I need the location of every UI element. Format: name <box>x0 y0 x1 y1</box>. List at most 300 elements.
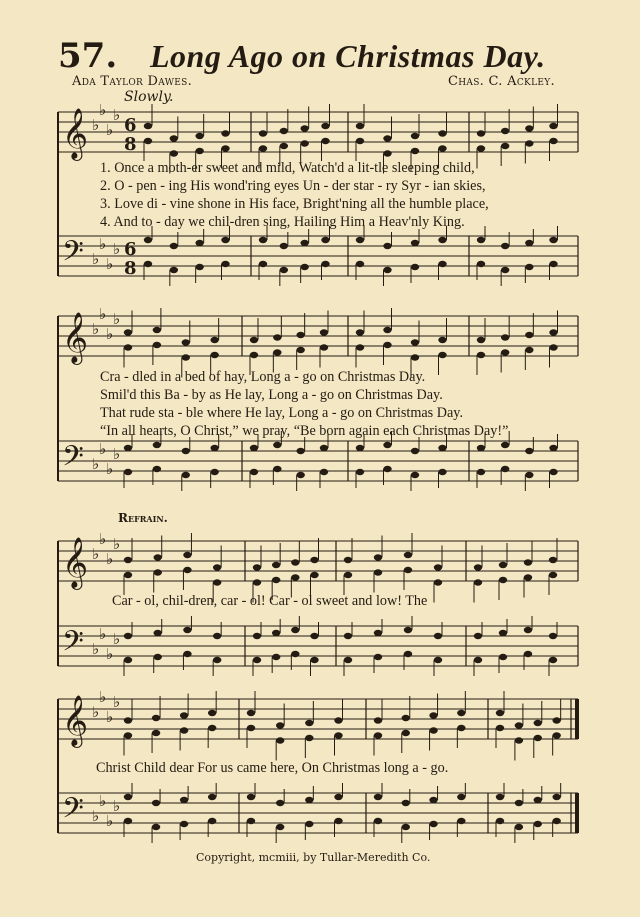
note-head <box>180 727 188 733</box>
note-head <box>321 261 329 267</box>
note-head <box>501 267 509 273</box>
note-head <box>549 123 557 129</box>
note-head <box>334 732 342 738</box>
note-head <box>250 352 258 358</box>
note-head <box>320 329 328 335</box>
note-head <box>334 717 342 723</box>
note-head <box>434 579 442 585</box>
note-head <box>402 730 410 736</box>
treble-clef-icon: 𝄞 <box>62 537 89 588</box>
note-head <box>300 240 308 246</box>
note-head <box>501 334 509 340</box>
note-head <box>273 349 281 355</box>
note-head <box>438 445 446 451</box>
note-head <box>291 574 299 580</box>
note-head <box>524 627 532 633</box>
note-head <box>534 720 542 726</box>
note-head <box>549 344 557 350</box>
note-head <box>356 237 364 243</box>
note-head <box>310 657 318 663</box>
note-head <box>300 264 308 270</box>
note-head <box>213 657 221 663</box>
note-head <box>213 564 221 570</box>
flat-icon: ♭ <box>92 640 100 658</box>
note-head <box>273 466 281 472</box>
note-head <box>534 735 542 741</box>
note-head <box>404 552 412 558</box>
note-head <box>549 237 557 243</box>
note-head <box>474 564 482 570</box>
note-head <box>310 633 318 639</box>
note-head <box>501 466 509 472</box>
note-head <box>474 633 482 639</box>
note-head <box>210 445 218 451</box>
note-head <box>300 140 308 146</box>
note-head <box>305 797 313 803</box>
note-head <box>321 138 329 144</box>
note-head <box>210 337 218 343</box>
flat-icon: ♭ <box>92 703 100 721</box>
note-head <box>272 562 280 568</box>
note-head <box>153 327 161 333</box>
note-head <box>276 824 284 830</box>
treble-clef-icon: 𝄞 <box>62 312 89 363</box>
note-head <box>477 237 485 243</box>
note-head <box>438 352 446 358</box>
note-head <box>276 800 284 806</box>
note-head <box>221 261 229 267</box>
note-head <box>320 344 328 350</box>
note-head <box>195 264 203 270</box>
note-head <box>296 472 304 478</box>
note-head <box>515 737 523 743</box>
note-head <box>411 264 419 270</box>
flat-icon: ♭ <box>113 797 121 815</box>
flat-icon: ♭ <box>92 807 100 825</box>
note-head <box>438 469 446 475</box>
flat-icon: ♭ <box>106 645 114 663</box>
note-head <box>402 715 410 721</box>
note-head <box>411 472 419 478</box>
note-head <box>152 800 160 806</box>
note-head <box>549 657 557 663</box>
note-head <box>182 354 190 360</box>
note-head <box>195 240 203 246</box>
note-head <box>310 557 318 563</box>
note-head <box>524 651 532 657</box>
note-head <box>321 123 329 129</box>
note-head <box>434 657 442 663</box>
note-head <box>438 261 446 267</box>
note-head <box>525 125 533 131</box>
note-head <box>477 469 485 475</box>
note-head <box>170 135 178 141</box>
note-head <box>280 243 288 249</box>
verse-1-line-2: Cra - dled in a bed of hay, Long a - go on Christmas Day. <box>100 369 426 385</box>
composer-credit: Chas. C. Ackley. <box>448 74 555 89</box>
note-head <box>383 267 391 273</box>
note-head <box>501 128 509 134</box>
flat-icon: ♭ <box>92 545 100 563</box>
note-head <box>474 657 482 663</box>
note-head <box>170 150 178 156</box>
note-head <box>276 737 284 743</box>
note-head <box>296 332 304 338</box>
note-head <box>152 730 160 736</box>
note-head <box>208 818 216 824</box>
note-head <box>272 630 280 636</box>
note-head <box>124 572 132 578</box>
note-head <box>305 720 313 726</box>
note-head <box>501 243 509 249</box>
note-head <box>496 794 504 800</box>
note-head <box>552 732 560 738</box>
note-head <box>124 794 132 800</box>
note-head <box>144 138 152 144</box>
note-head <box>250 469 258 475</box>
note-head <box>253 564 261 570</box>
note-head <box>291 559 299 565</box>
note-head <box>124 445 132 451</box>
note-head <box>259 130 267 136</box>
note-head <box>549 572 557 578</box>
note-head <box>170 243 178 249</box>
note-head <box>208 794 216 800</box>
note-head <box>429 727 437 733</box>
note-head <box>477 445 485 451</box>
time-signature-bottom: 8 <box>124 134 137 155</box>
note-head <box>438 337 446 343</box>
note-head <box>344 633 352 639</box>
note-head <box>291 627 299 633</box>
note-head <box>525 240 533 246</box>
note-head <box>153 342 161 348</box>
flat-icon: ♭ <box>106 255 114 273</box>
note-head <box>524 559 532 565</box>
flat-icon: ♭ <box>99 688 107 706</box>
flat-icon: ♭ <box>99 792 107 810</box>
note-head <box>515 800 523 806</box>
note-head <box>124 469 132 475</box>
note-head <box>429 797 437 803</box>
flat-icon: ♭ <box>92 250 100 268</box>
note-head <box>356 469 364 475</box>
note-head <box>374 654 382 660</box>
note-head <box>273 334 281 340</box>
note-head <box>549 469 557 475</box>
note-head <box>549 633 557 639</box>
note-head <box>213 579 221 585</box>
note-head <box>477 352 485 358</box>
note-head <box>549 329 557 335</box>
verse-3-line-1: 3. Love di - vine shone in His face, Bright'ning all the humble place, <box>100 196 489 212</box>
note-head <box>296 448 304 454</box>
note-head <box>499 654 507 660</box>
note-head <box>182 339 190 345</box>
note-head <box>457 794 465 800</box>
note-head <box>383 135 391 141</box>
note-head <box>496 710 504 716</box>
note-head <box>253 633 261 639</box>
note-head <box>383 342 391 348</box>
note-head <box>259 237 267 243</box>
note-head <box>154 569 162 575</box>
note-head <box>525 332 533 338</box>
note-head <box>438 237 446 243</box>
note-head <box>496 725 504 731</box>
treble-clef-icon: 𝄞 <box>62 108 89 159</box>
note-head <box>411 133 419 139</box>
note-head <box>208 725 216 731</box>
note-head <box>374 569 382 575</box>
note-head <box>515 824 523 830</box>
note-head <box>534 797 542 803</box>
note-head <box>457 818 465 824</box>
flat-icon: ♭ <box>99 625 107 643</box>
note-head <box>374 794 382 800</box>
note-head <box>273 442 281 448</box>
flat-icon: ♭ <box>106 708 114 726</box>
flat-icon: ♭ <box>113 535 121 553</box>
note-head <box>499 630 507 636</box>
note-head <box>247 818 255 824</box>
note-head <box>402 824 410 830</box>
note-head <box>552 717 560 723</box>
note-head <box>221 237 229 243</box>
note-head <box>210 469 218 475</box>
note-head <box>300 125 308 131</box>
note-head <box>221 130 229 136</box>
note-head <box>124 633 132 639</box>
note-head <box>429 712 437 718</box>
note-head <box>253 657 261 663</box>
bass-clef-icon: 𝄢 <box>62 235 84 275</box>
note-head <box>477 130 485 136</box>
note-head <box>434 564 442 570</box>
note-head <box>525 140 533 146</box>
note-head <box>477 145 485 151</box>
note-head <box>552 794 560 800</box>
note-head <box>383 466 391 472</box>
flat-icon: ♭ <box>113 693 121 711</box>
note-head <box>250 337 258 343</box>
verse-2-line-2: Smil'd this Ba - by as He lay, Long a - go on Christmas Day. <box>100 387 443 403</box>
flat-icon: ♭ <box>92 455 100 473</box>
note-head <box>272 654 280 660</box>
note-head <box>124 557 132 563</box>
flat-icon: ♭ <box>106 812 114 830</box>
note-head <box>154 654 162 660</box>
hymn-number: 57. <box>58 36 118 76</box>
verse-4-line-1: 4. And to - day we chil-dren sing, Hailing Him a Heav'nly King. <box>100 214 465 230</box>
refrain-lyric-2: Christ Child dear For us came here, On Christmas long a - go. <box>96 760 449 776</box>
note-head <box>501 143 509 149</box>
note-head <box>334 818 342 824</box>
bass-clef-icon: 𝄢 <box>62 440 84 480</box>
flat-icon: ♭ <box>106 121 114 139</box>
note-head <box>499 562 507 568</box>
note-head <box>247 794 255 800</box>
note-head <box>259 145 267 151</box>
note-head <box>310 572 318 578</box>
note-head <box>457 710 465 716</box>
note-head <box>356 445 364 451</box>
flat-icon: ♭ <box>106 325 114 343</box>
note-head <box>524 574 532 580</box>
note-head <box>549 261 557 267</box>
note-head <box>549 445 557 451</box>
flat-icon: ♭ <box>99 305 107 323</box>
verse-2-line-1: 2. O - pen - ing His wond'ring eyes Un - der star - ry Syr - ian skies, <box>100 178 486 194</box>
note-head <box>208 710 216 716</box>
note-head <box>457 725 465 731</box>
note-head <box>182 472 190 478</box>
flat-icon: ♭ <box>113 240 121 258</box>
note-head <box>404 627 412 633</box>
note-head <box>404 567 412 573</box>
note-head <box>402 800 410 806</box>
flat-icon: ♭ <box>113 310 121 328</box>
note-head <box>383 442 391 448</box>
note-head <box>170 267 178 273</box>
note-head <box>144 237 152 243</box>
time-signature-top: 6 <box>124 239 137 260</box>
final-barline <box>575 793 579 833</box>
verse-1-line-1: 1. Once a moth-er sweet and mild, Watch'd a lit-tle sleeping child, <box>100 160 475 176</box>
note-head <box>356 123 364 129</box>
refrain-label: Refrain. <box>118 511 168 525</box>
flat-icon: ♭ <box>99 440 107 458</box>
note-head <box>356 344 364 350</box>
note-head <box>144 123 152 129</box>
note-head <box>411 448 419 454</box>
note-head <box>383 243 391 249</box>
note-head <box>525 448 533 454</box>
note-head <box>154 554 162 560</box>
note-head <box>356 138 364 144</box>
note-head <box>525 472 533 478</box>
note-head <box>534 821 542 827</box>
note-head <box>124 732 132 738</box>
note-head <box>501 349 509 355</box>
note-head <box>183 552 191 558</box>
note-head <box>183 567 191 573</box>
note-head <box>404 651 412 657</box>
note-head <box>374 732 382 738</box>
note-head <box>549 138 557 144</box>
note-head <box>320 469 328 475</box>
note-head <box>124 717 132 723</box>
note-head <box>291 651 299 657</box>
note-head <box>259 261 267 267</box>
note-head <box>221 145 229 151</box>
note-head <box>144 261 152 267</box>
note-head <box>180 821 188 827</box>
note-head <box>477 337 485 343</box>
note-head <box>247 725 255 731</box>
note-head <box>154 630 162 636</box>
bass-clef-icon: 𝄢 <box>62 625 84 665</box>
note-head <box>272 577 280 583</box>
note-head <box>525 264 533 270</box>
hymn-title: Long Ago on Christmas Day. <box>150 38 546 74</box>
note-head <box>356 329 364 335</box>
flat-icon: ♭ <box>92 116 100 134</box>
copyright-notice: Copyright, mcmiii, by Tullar-Meredith Co. <box>196 851 431 864</box>
note-head <box>429 821 437 827</box>
time-signature-top: 6 <box>124 115 137 136</box>
note-head <box>124 329 132 335</box>
flat-icon: ♭ <box>106 550 114 568</box>
note-head <box>434 633 442 639</box>
flat-icon: ♭ <box>92 320 100 338</box>
note-head <box>549 557 557 563</box>
note-head <box>280 143 288 149</box>
note-head <box>320 445 328 451</box>
flat-icon: ♭ <box>113 630 121 648</box>
note-head <box>213 633 221 639</box>
note-head <box>499 577 507 583</box>
note-head <box>253 579 261 585</box>
note-head <box>515 722 523 728</box>
note-head <box>374 554 382 560</box>
note-head <box>501 442 509 448</box>
note-head <box>321 237 329 243</box>
note-head <box>152 824 160 830</box>
note-head <box>124 657 132 663</box>
note-head <box>153 442 161 448</box>
note-head <box>180 797 188 803</box>
note-head <box>344 557 352 563</box>
tempo-marking: Slowly. <box>124 89 174 105</box>
flat-icon: ♭ <box>106 460 114 478</box>
note-head <box>552 818 560 824</box>
verse-4-line-2: “In all hearts, O Christ,” we pray, “Be born again each Christmas Day!” <box>100 423 509 439</box>
note-head <box>374 717 382 723</box>
note-head <box>411 339 419 345</box>
final-barline <box>575 699 579 739</box>
note-head <box>374 630 382 636</box>
treble-clef-icon: 𝄞 <box>62 695 89 746</box>
note-head <box>250 445 258 451</box>
flat-icon: ♭ <box>99 235 107 253</box>
note-head <box>496 818 504 824</box>
note-head <box>183 651 191 657</box>
note-head <box>280 128 288 134</box>
flat-icon: ♭ <box>99 530 107 548</box>
note-head <box>356 261 364 267</box>
note-head <box>195 148 203 154</box>
note-head <box>411 240 419 246</box>
note-head <box>438 145 446 151</box>
note-head <box>383 327 391 333</box>
note-head <box>247 710 255 716</box>
note-head <box>152 715 160 721</box>
note-head <box>124 344 132 350</box>
note-head <box>183 627 191 633</box>
note-head <box>124 818 132 824</box>
note-head <box>153 466 161 472</box>
note-head <box>182 448 190 454</box>
note-head <box>374 818 382 824</box>
note-head <box>210 352 218 358</box>
note-head <box>276 722 284 728</box>
note-head <box>411 354 419 360</box>
note-head <box>334 794 342 800</box>
note-head <box>305 821 313 827</box>
note-head <box>474 579 482 585</box>
note-head <box>280 267 288 273</box>
